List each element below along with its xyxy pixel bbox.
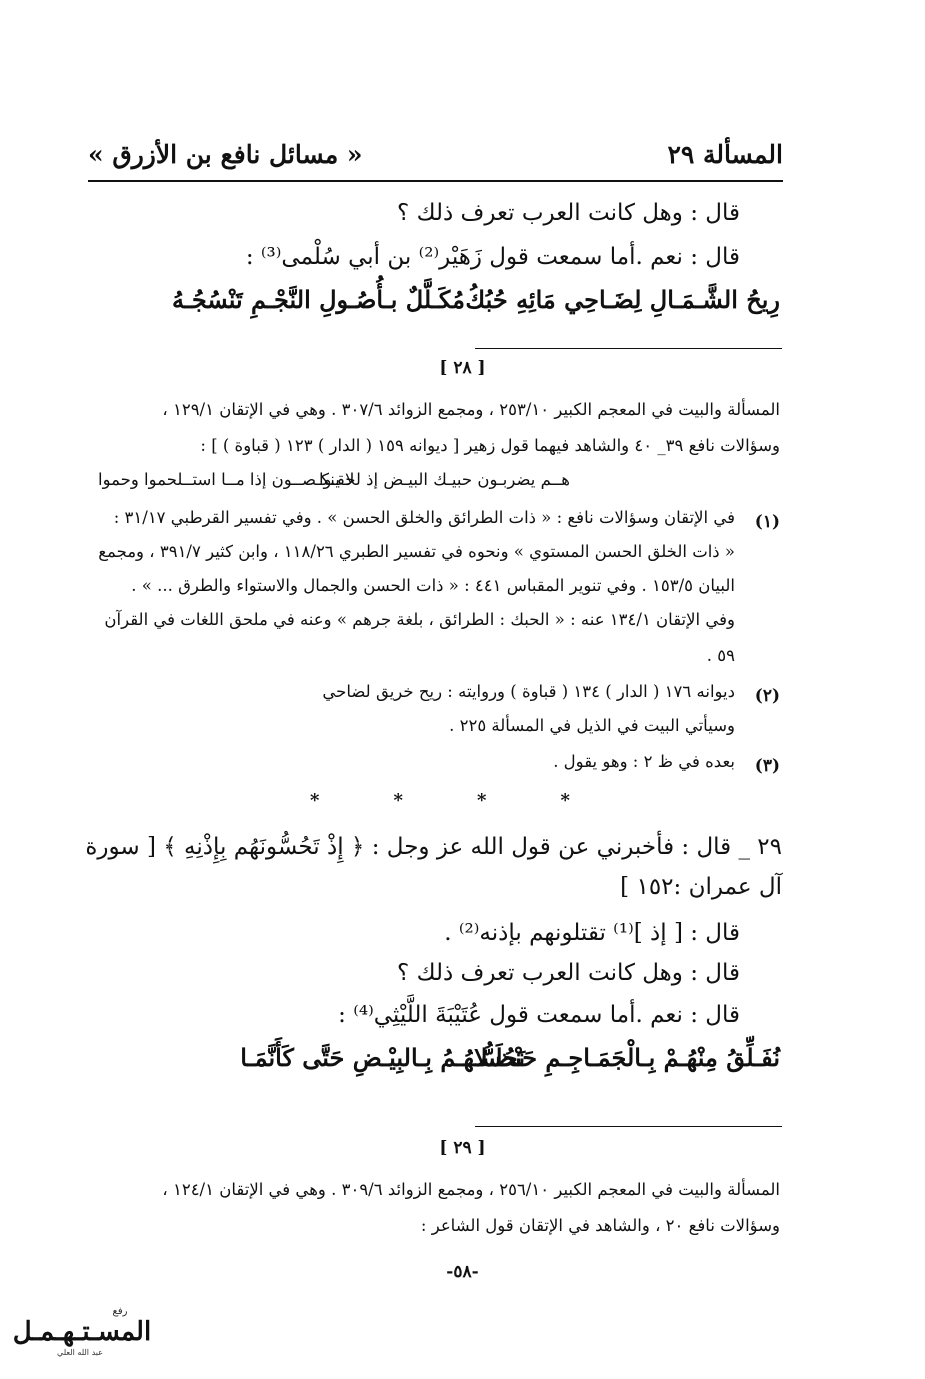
stamp-svg xyxy=(10,1300,160,1360)
verse-hemistich-left: نُفَـلِّقُ مِنْهُـمْ بِـالْجَمَـاجِـمِ حَنْظَـلا xyxy=(473,1043,780,1072)
body-line: ٢٩ _ قال : فأخبرني عن قول الله عز وجل : ﴿ إِذْ تَحُسُّونَهُم بِإِذْنِهِ ﴾ [ سورة xyxy=(85,834,782,860)
stamp-text-bottom: عبد الله العلي xyxy=(57,1348,103,1357)
footnote-number: (١) xyxy=(754,512,780,532)
separator-star: * xyxy=(560,790,570,811)
body-line: قال : وهل كانت العرب تعرف ذلك ؟ xyxy=(397,200,740,226)
body-line: قال : [ إذ ]⁽¹⁾ تقتلونهم بإذنه⁽²⁾ . xyxy=(444,920,740,946)
body-line: قال : وهل كانت العرب تعرف ذلك ؟ xyxy=(397,960,740,986)
note-line: المسألة والبيت في المعجم الكبير ٢٥٦/١٠ ، ومجمع الزوائد ٣٠٩/٦ . وهي في الإتقان ١٢٤/١ ، xyxy=(162,1180,780,1199)
separator-star: * xyxy=(310,790,320,811)
footnote-line: وسيأتي البيت في الذيل في المسألة ٢٢٥ . xyxy=(449,716,735,735)
body-line: قال : نعم .أما سمعت قول زَهَيْر⁽²⁾ بن أبي سُلْمى⁽³⁾ : xyxy=(245,244,740,270)
footnote-line: « ذات الخلق الحسن المستوي » ونحوه في تفسير الطبري ١١٨/٢٦ ، وابن كثير ٣٩١/٧ ، ومجمع xyxy=(98,542,735,561)
note-line: وسؤالات نافع ٢٠ ، والشاهد في الإتقان قول الشاعر : xyxy=(420,1216,780,1235)
page-number: -٥٨- xyxy=(446,1262,479,1282)
verse-hemistich-right: مُكَـلَّلٌ بـأُصُـولِ النَّجْـمِ تَنْسُجُـهُ xyxy=(171,285,465,314)
footnote-line: في الإتقان وسؤالات نافع : « ذات الطرائق والخلق الحسن » . وفي تفسير القرطبي ٣١/١٧ : xyxy=(113,508,735,527)
section-number: [ ٢٨ ] xyxy=(439,358,486,378)
footnote-rule xyxy=(475,1126,782,1127)
footnote-number: (٢) xyxy=(754,686,780,706)
note-verse-left: لا ينكـصــون إذا مــا استــلحموا وحموا xyxy=(98,470,355,489)
body-line: آل عمران :١٥٢ ] xyxy=(620,874,782,900)
stamp-text-top: رفع xyxy=(112,1306,128,1317)
footnote-rule xyxy=(475,348,782,349)
footnote-line: ٥٩ . xyxy=(706,646,735,665)
verse-hemistich-right: نَحُسُّـهُـمُ بِـالبِيْـضِ حَتَّى كَأَنَّمَـا xyxy=(240,1043,525,1072)
running-header-section: المسألة ٢٩ xyxy=(667,140,783,169)
body-line: قال : نعم .أما سمعت قول عُتَيْبَةَ اللَّيْثِي⁽⁴⁾ : xyxy=(338,1002,740,1028)
footnote-line: ديوانه ١٧٦ ( الدار ) ١٣٤ ( قباوة ) وروايته : ريح خريق لضاحي xyxy=(322,682,735,701)
verse-hemistich-left: رِيحُ الشَّـمَـالِ لِضَـاحِي مَائِهِ حُبُكُ xyxy=(465,285,780,314)
section-number: [ ٢٩ ] xyxy=(439,1138,486,1158)
note-line: المسألة والبيت في المعجم الكبير ٢٥٣/١٠ ، ومجمع الزوائد ٣٠٧/٦ . وهي في الإتقان ١٢٩/١ ، xyxy=(162,400,780,419)
section-separator xyxy=(310,790,570,811)
footnote-line: البيان ١٥٣/٥ . وفي تنوير المقباس ٤٤١ : « ذات الحسن والجمال والاستواء والطرق ... » . xyxy=(131,576,735,595)
header-rule xyxy=(88,180,783,182)
footnote-line: بعده في ظ ٢ : وهو يقول . xyxy=(553,752,735,771)
footnote-line: وفي الإتقان ١٣٤/١ عنه : « الحبك : الطرائق ، بلغة جرهم » وعنه في ملحق اللغات في القرآن xyxy=(104,610,735,629)
running-header-title: « مسائل نافع بن الأزرق » xyxy=(88,140,363,169)
note-verse-right: هــم يضربـون حبيـك البيـض إذ لحقـوا xyxy=(318,470,570,489)
stamp-text-main: المسـتـهـمـل xyxy=(12,1317,152,1347)
library-stamp-logo xyxy=(10,1300,160,1360)
separator-star: * xyxy=(477,790,487,811)
note-line: وسؤالات نافع ٣٩_ ٤٠ والشاهد فيهما قول زهير [ ديوانه ١٥٩ ( الدار ) ١٢٣ ( قباوة ) ] : xyxy=(200,436,780,455)
footnote-number: (٣) xyxy=(754,756,780,776)
separator-star: * xyxy=(393,790,403,811)
